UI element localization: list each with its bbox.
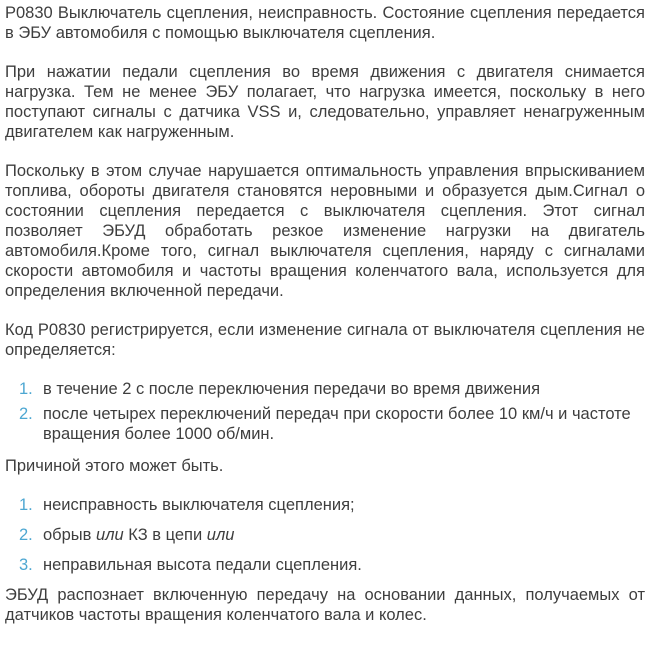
causes-list-item-3 (19, 555, 645, 575)
causes-list (5, 495, 645, 575)
list-item-text-part: КЗ в цепи (123, 526, 207, 544)
list-item-number: 1. (19, 380, 33, 398)
list-item-text: неисправность выключателя сцепления; (43, 496, 355, 514)
causes-list-item-1 (19, 495, 645, 515)
list-item-number: 2. (19, 405, 33, 423)
conditions-list (5, 379, 645, 444)
list-item-number: 2. (19, 526, 33, 544)
list-item-text-part: обрыв (43, 526, 97, 544)
paragraph-clutch-signal: Поскольку в этом случае нарушается оптимальность управления впрыскиванием топлива, обороты двигателя становятся неровными и образуется дым.Сигнал о состоянии сцепления передается с выключателя сцепления. Этот сигнал позволяет ЭБУД обработать резкое изменение нагрузки на двигатель автомобиля.Кроме того, сигнал выключателя сцепления, наряду с сигналами скорости автомобиля и частоты вращения коленчатого вала, используется для определения включенной передачи. (5, 162, 645, 300)
list-item-text: после четырех переключений передач при скорости более 10 км/ч и частоте вращения более 1000 об/мин. (43, 405, 631, 443)
paragraph-engine-load: При нажатии педали сцепления во время движения с двигателя снимается нагрузка. Тем не менее ЭБУ полагает, что нагрузка имеется, поскольку в него поступают сигналы с датчика VSS и, следовательно, управляет ненагруженным двигателем как нагруженным. (5, 63, 645, 141)
paragraph-code-conditions-intro: Код P0830 регистрируется, если изменение сигнала от выключателя сцепления не определяется: (5, 321, 645, 359)
paragraph-gear-detection: ЭБУД распознает включенную передачу на основании данных, получаемых от датчиков частоты вращения коленчатого вала и колес. (5, 586, 645, 624)
list-item-number: 1. (19, 496, 33, 514)
paragraph-dtc-title: P0830 Выключатель сцепления, неисправность. Состояние сцепления передается в ЭБУ автомобиля с помощью выключателя сцепления. (5, 4, 645, 42)
conditions-list-item-2 (19, 404, 645, 444)
list-item-number: 3. (19, 556, 33, 574)
list-item-text: в течение 2 с после переключения передачи во время движения (43, 380, 541, 398)
list-item-emphasis: или (206, 526, 235, 544)
list-item-text (43, 525, 645, 545)
causes-list-item-2 (19, 525, 645, 545)
paragraph-causes-intro: Причиной этого может быть. (5, 457, 224, 475)
list-item-text: неправильная высота педали сцепления. (43, 556, 362, 574)
list-item-emphasis: или (96, 526, 124, 544)
conditions-list-item-1 (19, 379, 645, 399)
